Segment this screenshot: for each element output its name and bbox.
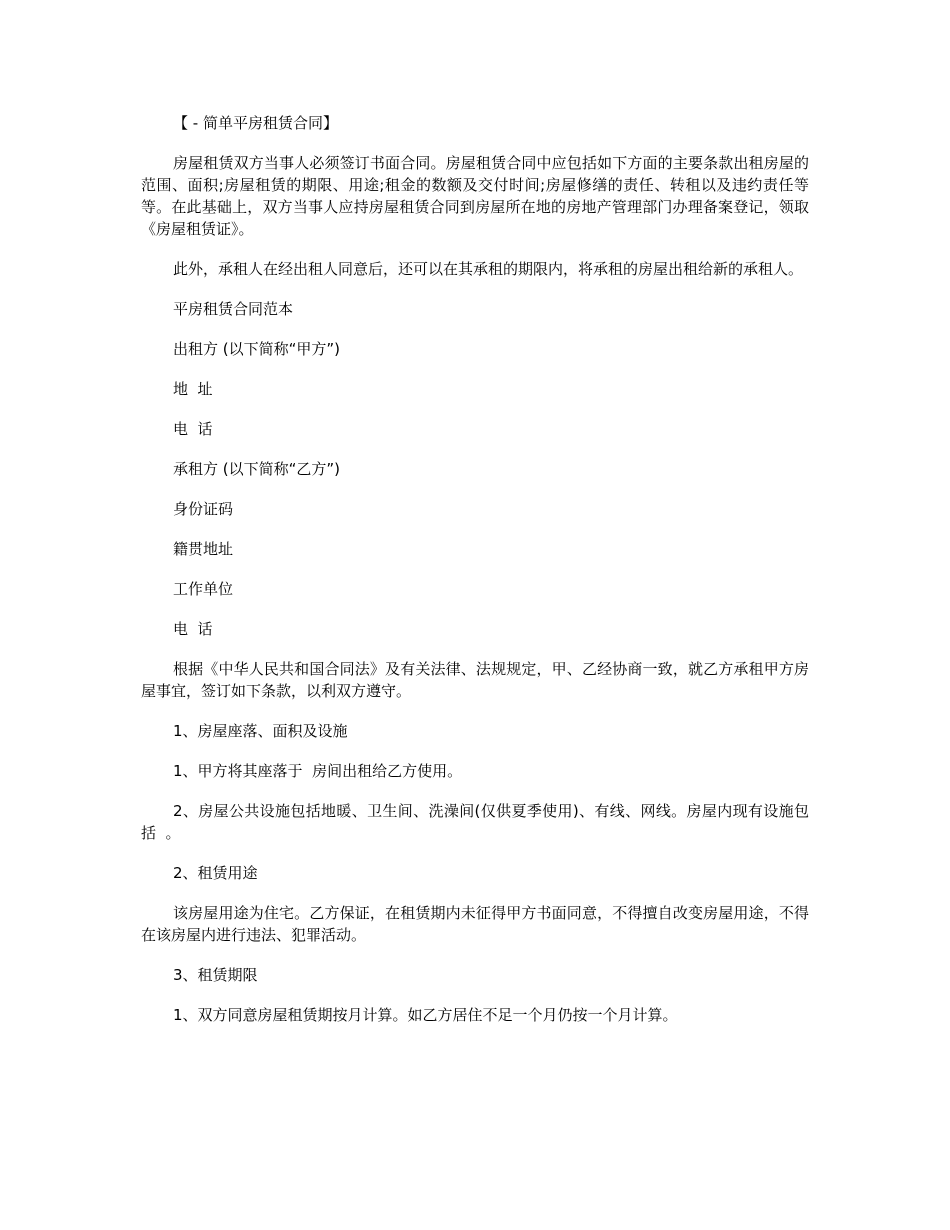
contract-template-heading: 平房租赁合同范本 [173,300,294,318]
lessee-phone-line: 电 话 [173,620,213,638]
lessee-line: 承租方 (以下简称“乙方”) [173,460,341,478]
lessee-id-line: 身份证码 [173,500,234,518]
sublease-paragraph: 此外，承租人在经出租人同意后，还可以在其承租的期限内，将承租的房屋出租给新的承租人。 [173,260,804,278]
section-1-item-1: 1、甲方将其座落于 房间出租给乙方使用。 [173,762,463,780]
document-title: 【 - 简单平房租赁合同】 [173,114,338,132]
legal-basis-paragraph: 根据《中华人民共和国合同法》及有关法律、法规规定，甲、乙经协商一致，就乙方承租甲方房屋事宜，签订如下条款，以利双方遵守。 [141,660,809,700]
lessor-phone-line: 电 话 [173,420,213,438]
lessee-native-address-line: 籍贯地址 [173,540,234,558]
lessor-line: 出租方 (以下简称“甲方”) [173,340,341,358]
section-3-item-1: 1、双方同意房屋租赁期按月计算。如乙方居住不足一个月仍按一个月计算。 [173,1006,678,1024]
lessee-employer-line: 工作单位 [173,580,234,598]
section-3-heading: 3、租赁期限 [173,966,258,984]
intro-paragraph: 房屋租赁双方当事人必须签订书面合同。房屋租赁合同中应包括如下方面的主要条款出租房屋的范围、面积;房屋租赁的期限、用途;租金的数额及交付时间;房屋修缮的责任、转租以及违约责任等等。在此基础上，双方当事人应持房屋租赁合同到房屋所在地的房地产管理部门办理备案登记，领取《房屋租赁证》。 [141,154,809,238]
section-2-body: 该房屋用途为住宅。乙方保证，在租赁期内未征得甲方书面同意，不得擅自改变房屋用途，不得在该房屋内进行违法、犯罪活动。 [141,904,809,944]
document-page [141,112,809,1044]
section-1-item-2: 2、房屋公共设施包括地暖、卫生间、洗澡间(仅供夏季使用)、有线、网线。房屋内现有设施包括 。 [141,802,809,842]
section-2-heading: 2、租赁用途 [173,864,258,882]
lessor-address-line: 地 址 [173,380,213,398]
section-1-heading: 1、房屋座落、面积及设施 [173,722,348,740]
